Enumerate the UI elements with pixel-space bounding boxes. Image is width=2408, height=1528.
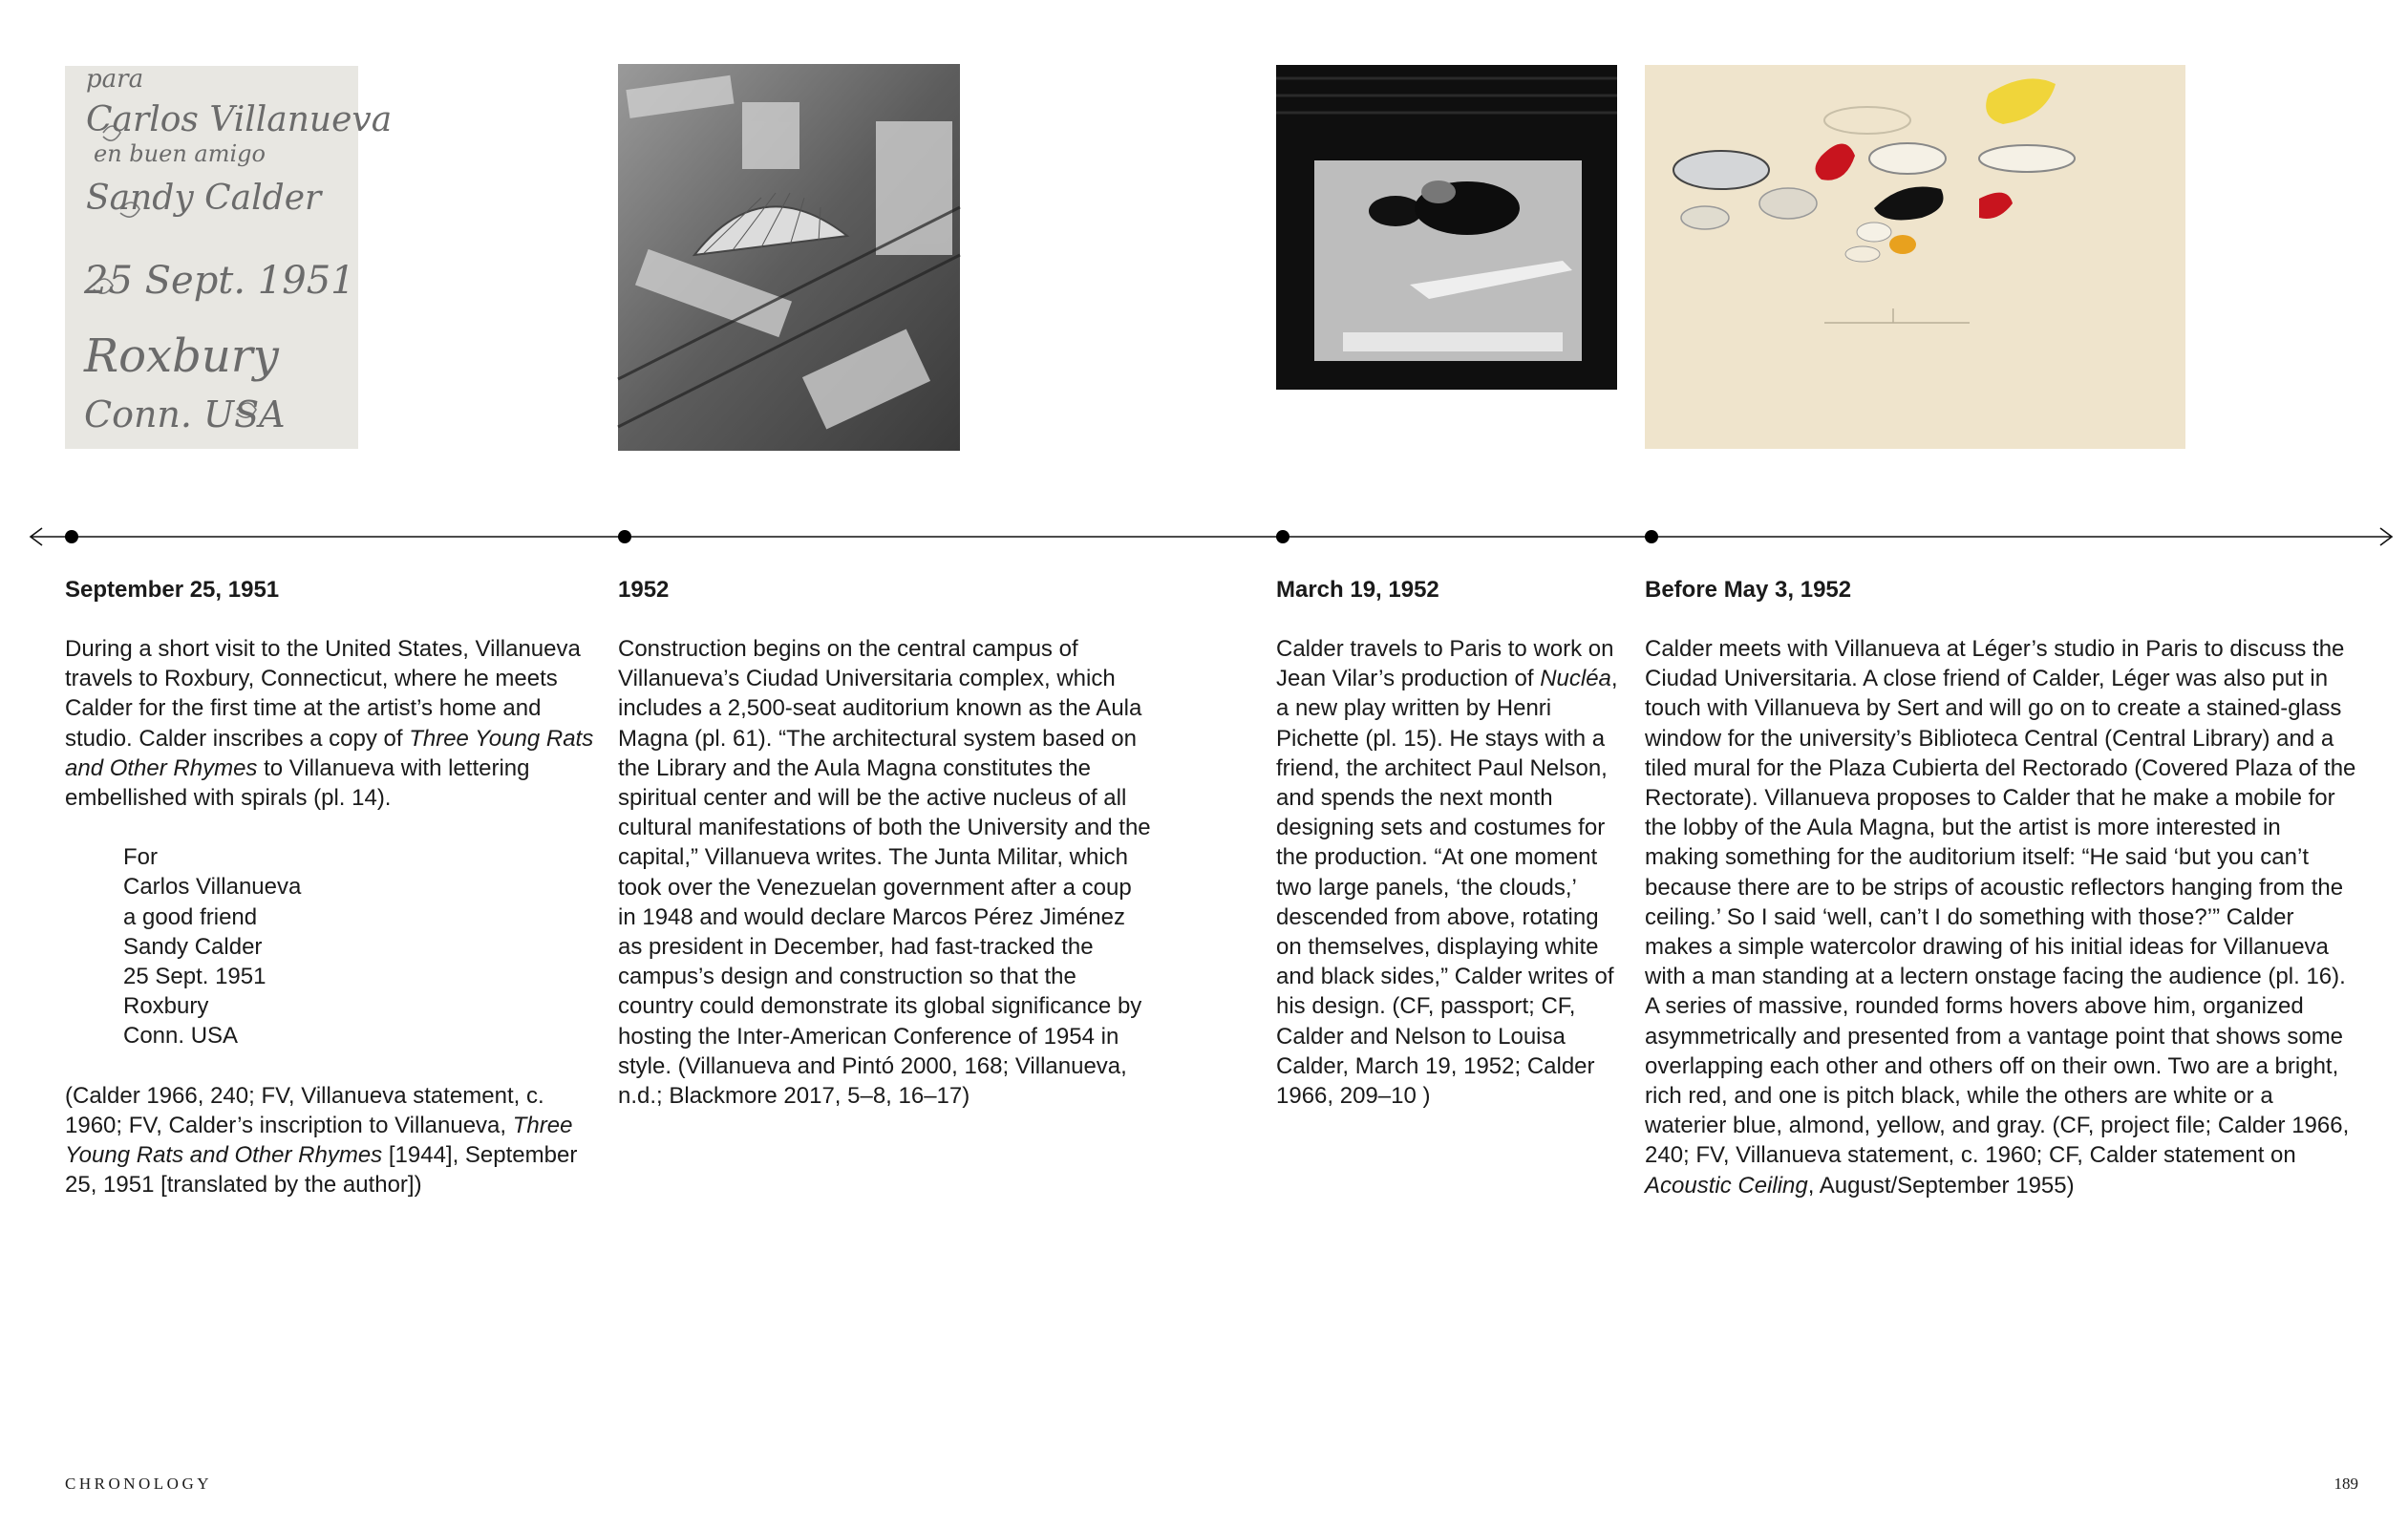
- timeline-marker: [1276, 530, 1289, 543]
- inscription-line: para: [86, 65, 144, 94]
- entry-body: Construction begins on the central campus of Villanueva’s Ciudad Universitaria complex, which includes a 2,500-seat auditorium known as the Aula Magna (pl. 61). “The architectural system based on the Library and the Aula Magna constitutes the spiritual center and will be the active nucleus of all cultural manifestations of both the University and the capital,” Villanueva writes. The Junta Militar, which took over the Venezuelan government after a coup in 1948 and would declare Marcos Pérez Jiménez as president in December, had fast-tracked the campus’s design and construction so that the country could demonstrate its global significance by hosting the Inter-American Conference of 1954 in style. (Villanueva and Pintó 2000, 168; Villanueva, n.d.; Blackmore 2017, 5–8, 16–17): [618, 636, 1151, 1110]
- poem-line: Carlos Villanueva: [123, 874, 302, 901]
- chronology-entry: [1276, 575, 1630, 1111]
- poem-line: 25 Sept. 1951: [123, 964, 266, 990]
- timeline-axis: [27, 523, 2396, 550]
- poem-line: Sandy Calder: [123, 933, 263, 960]
- chronology-entry: [65, 575, 600, 1199]
- entry-date: 1952: [618, 577, 670, 603]
- entry-body: During a short visit to the United States, Villanueva travels to Roxbury, Connecticut, where he meets Calder for the first time at the artist’s home and studio. Calder inscribes a copy of Three Young Rats and Other Rhymes to Villanueva with lettering embellished with spirals (pl. 14).: [65, 636, 594, 812]
- aerial-campus-photo: [618, 64, 960, 451]
- inscription-line: Roxbury: [84, 329, 279, 383]
- poem-line: For: [123, 844, 158, 871]
- inscription-line: 25 Sept. 1951: [84, 259, 355, 303]
- poem-line: Conn. USA: [123, 1023, 239, 1050]
- entry-body: Calder travels to Paris to work on Jean Vilar’s production of Nucléa, a new play written by Henri Pichette (pl. 15). He stays with a friend, the architect Paul Nelson, and spends the next month designing sets and costumes for the production. “At one moment two large panels, ‘the clouds,’ descended from above, rotating on themselves, displaying white and black sides,” Calder writes of his design. (CF, passport; CF, Calder and Nelson to Louisa Calder, March 19, 1952; Calder 1966, 209–10 ): [1276, 636, 1618, 1110]
- chronology-entry: [1645, 575, 2356, 1200]
- page-number: 189: [2333, 1475, 2358, 1493]
- inscription-translation: [123, 842, 600, 1050]
- timeline-marker: [65, 530, 78, 543]
- poem-line: a good friend: [123, 903, 258, 930]
- running-footer-section: CHRONOLOGY: [65, 1475, 212, 1493]
- handwritten-inscription-image: [65, 65, 393, 449]
- inscription-line: Conn. USA: [84, 393, 286, 435]
- stage-set-photo: [1276, 65, 1617, 390]
- entry-date: Before May 3, 1952: [1645, 577, 1852, 603]
- entry-date: September 25, 1951: [65, 577, 280, 603]
- poem-line: Roxbury: [123, 993, 209, 1020]
- inscription-line: Sandy Calder: [86, 179, 322, 218]
- entry-date: March 19, 1952: [1276, 577, 1439, 603]
- entry-citation: (Calder 1966, 240; FV, Villanueva statement, c. 1960; FV, Calder’s inscription to Villanueva, Three Young Rats and Other Rhymes [1944], September 25, 1951 [translated by the author]): [65, 1082, 578, 1199]
- inscription-line: en buen amigo: [94, 140, 266, 167]
- inscription-line: Carlos Villanueva: [86, 100, 393, 139]
- entry-body: Calder meets with Villanueva at Léger’s studio in Paris to discuss the Ciudad Universitaria. A close friend of Calder, Léger was also put in touch with Villanueva by Sert and will go on to create a stained-glass window for the university’s Biblioteca Central (Central Library) and a tiled mural for the Plaza Cubierta del Rectorado (Covered Plaza of the Rectorate). Villanueva proposes to Calder that he make a mobile for the lobby of the Aula Magna, but the artist is more interested in making something for the auditorium itself: “He said ‘but you can’t because there are to be strips of acoustic reflectors hanging from the ceiling.’ So I said ‘well, can’t I do something with those?’” Calder makes a simple watercolor drawing of his initial ideas for Villanueva with a man standing at a lectern onstage facing the audience (pl. 16). A series of massive, rounded forms hovers above him, organized asymmetrically and presented from a vantage point that shows some overlapping each other and others off on their own. Two are a bright, rich red, and one is pitch black, while the others are white or a waterier blue, almond, yellow, and gray. (CF, project file; Calder 1966, 240; FV, Villanueva statement, c. 1960; CF, Calder statement on Acoustic Ceiling, August/September 1955): [1645, 636, 2356, 1199]
- chronology-entry: [618, 575, 1153, 1111]
- watercolor-drawing: [1645, 65, 2185, 449]
- timeline-marker: [1645, 530, 1658, 543]
- timeline-marker: [618, 530, 631, 543]
